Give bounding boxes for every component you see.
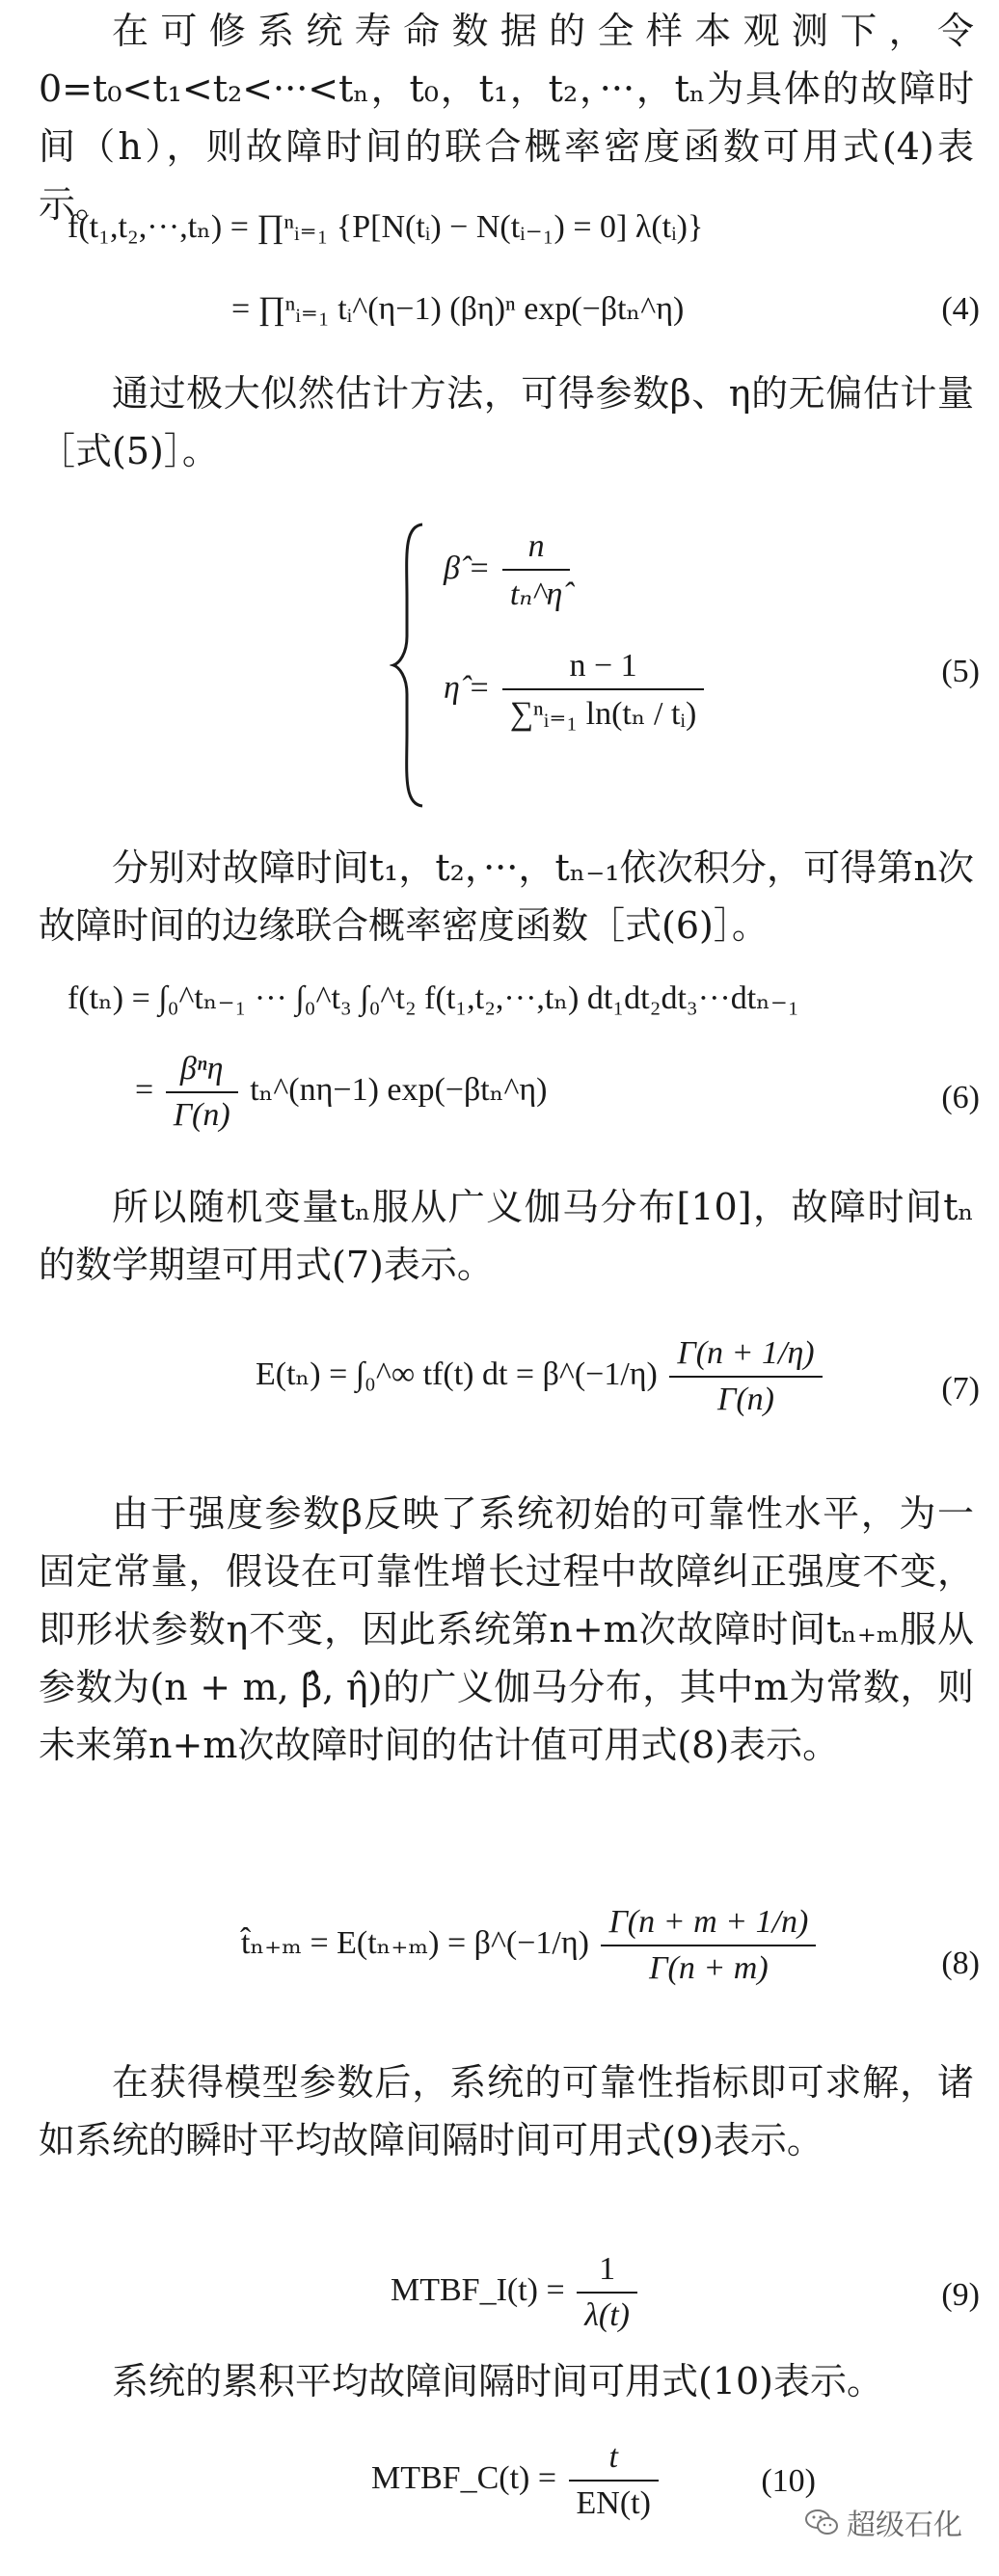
eq6-fraction — [166, 1051, 238, 1134]
eq9-numerator: 1 — [577, 2251, 637, 2294]
paragraph-5: 由于强度参数β反映了系统初始的可靠性水平，为一固定常量，假设在可靠性增长过程中故障纠正强度不变，即形状参数η不变，因此系统第n+m次故障时间tₙ₊ₘ服从参数为(n + m, β̂, η̂)的广义伽马分布，其中m为常数，则未来第n+m次故障时间的估计值可用式(8)表示。 — [39, 1492, 974, 1766]
eq5-beta-fraction — [502, 528, 570, 613]
equation-number-7: (7) — [941, 1371, 980, 1407]
eq5-eta-denominator: ∑ⁿᵢ₌₁ ln(tₙ / tᵢ) — [509, 696, 697, 732]
equation-number-4: (4) — [941, 291, 980, 327]
eq7-lhs: E(tₙ) = ∫₀^∞ tf(t) dt = β^(−1/η) — [256, 1355, 658, 1392]
eq6-prefix: = — [135, 1071, 154, 1108]
eq5-beta-lhs: β̂ = — [444, 550, 491, 586]
eq6-denominator: Γ(n) — [173, 1097, 230, 1133]
wechat-icon — [804, 2508, 839, 2536]
paragraph-3: 分别对故障时间t₁，t₂，···，tₙ₋₁依次积分，可得第n次故障时间的边缘联合概率密度函数［式(6)］。 — [39, 846, 974, 947]
equation-number-10: (10) — [761, 2463, 816, 2499]
equation-number-8: (8) — [941, 1945, 980, 1981]
equation-6-line-2 — [135, 1051, 548, 1134]
paragraph-4: 所以随机变量tₙ服从广义伽马分布[10]，故障时间tₙ的数学期望可用式(7)表示。 — [39, 1186, 974, 1286]
equation-4-line-2: = ∏ⁿᵢ₌₁ tᵢ^(η−1) (βη)ⁿ exp(−βtₙ^η) — [231, 291, 685, 327]
paragraph-2: 通过极大似然估计方法，可得参数β、η的无偏估计量［式(5)］。 — [39, 372, 974, 472]
watermark — [804, 2501, 962, 2543]
eq5-beta-numerator: n — [502, 528, 570, 571]
equation-9 — [391, 2251, 641, 2334]
eq6-numerator: βⁿη — [166, 1051, 238, 1093]
eq10-fraction — [569, 2439, 659, 2522]
eq7-fraction — [669, 1335, 822, 1418]
left-brace-icon — [390, 521, 428, 810]
eq5-eta-numerator: n − 1 — [502, 648, 705, 690]
eq9-lhs: MTBF_I(t) = — [391, 2271, 565, 2308]
paragraph-7: 系统的累积平均故障间隔时间可用式(10)表示。 — [112, 2360, 884, 2402]
eq10-lhs: MTBF_C(t) = — [371, 2459, 557, 2496]
equation-8 — [241, 1904, 820, 1987]
eq6-suffix: tₙ^(nη−1) exp(−βtₙ^η) — [250, 1071, 548, 1108]
eq10-denominator: EN(t) — [576, 2485, 651, 2521]
equation-10 — [371, 2439, 662, 2522]
eq5-beta-denominator: tₙ^η̂ — [509, 577, 563, 612]
paragraph-1: 在可修系统寿命数据的全样本观测下，令0=t₀<t₁<t₂<···<tₙ，t₀，t₁，t₂，···，tₙ为具体的故障时间（h），则故障时间的联合概率密度函数可用式(4)表示。 — [39, 10, 974, 226]
eq5-eta-fraction — [502, 648, 705, 733]
equation-number-9: (9) — [941, 2277, 980, 2313]
eq9-fraction — [577, 2251, 637, 2334]
equation-number-6: (6) — [941, 1080, 980, 1115]
eq8-denominator: Γ(n + m) — [649, 1950, 769, 1986]
equation-7 — [256, 1335, 826, 1418]
eq7-numerator: Γ(n + 1/η) — [669, 1335, 822, 1378]
equation-5-beta — [444, 528, 574, 613]
equation-4-line-1: f(t₁,t₂,···,tₙ) = ∏ⁿᵢ₌₁ {P[N(tᵢ) − N(tᵢ₋₁) = 0] λ(tᵢ)} — [68, 209, 704, 245]
eq8-numerator: Γ(n + m + 1/n) — [601, 1904, 816, 1946]
eq9-denominator: λ(t) — [584, 2297, 631, 2333]
eq10-numerator: t — [569, 2439, 659, 2482]
equation-number-5: (5) — [941, 654, 980, 689]
eq7-denominator: Γ(n) — [717, 1382, 775, 1417]
eq8-fraction — [601, 1904, 816, 1987]
equation-5-eta — [444, 648, 708, 733]
equation-6-line-1: f(tₙ) = ∫₀^tₙ₋₁ ··· ∫₀^t₃ ∫₀^t₂ f(t₁,t₂,···,tₙ) dt₁dt₂dt₃···dtₙ₋₁ — [68, 980, 799, 1016]
eq5-eta-lhs: η̂ = — [444, 669, 491, 706]
eq8-lhs: t̂ₙ₊ₘ = E(tₙ₊ₘ) = β^(−1/η) — [241, 1924, 589, 1961]
watermark-text: 超级石化 — [847, 2509, 962, 2542]
paragraph-6: 在获得模型参数后，系统的可靠性指标即可求解，诸如系统的瞬时平均故障间隔时间可用式(9)表示。 — [39, 2061, 974, 2161]
